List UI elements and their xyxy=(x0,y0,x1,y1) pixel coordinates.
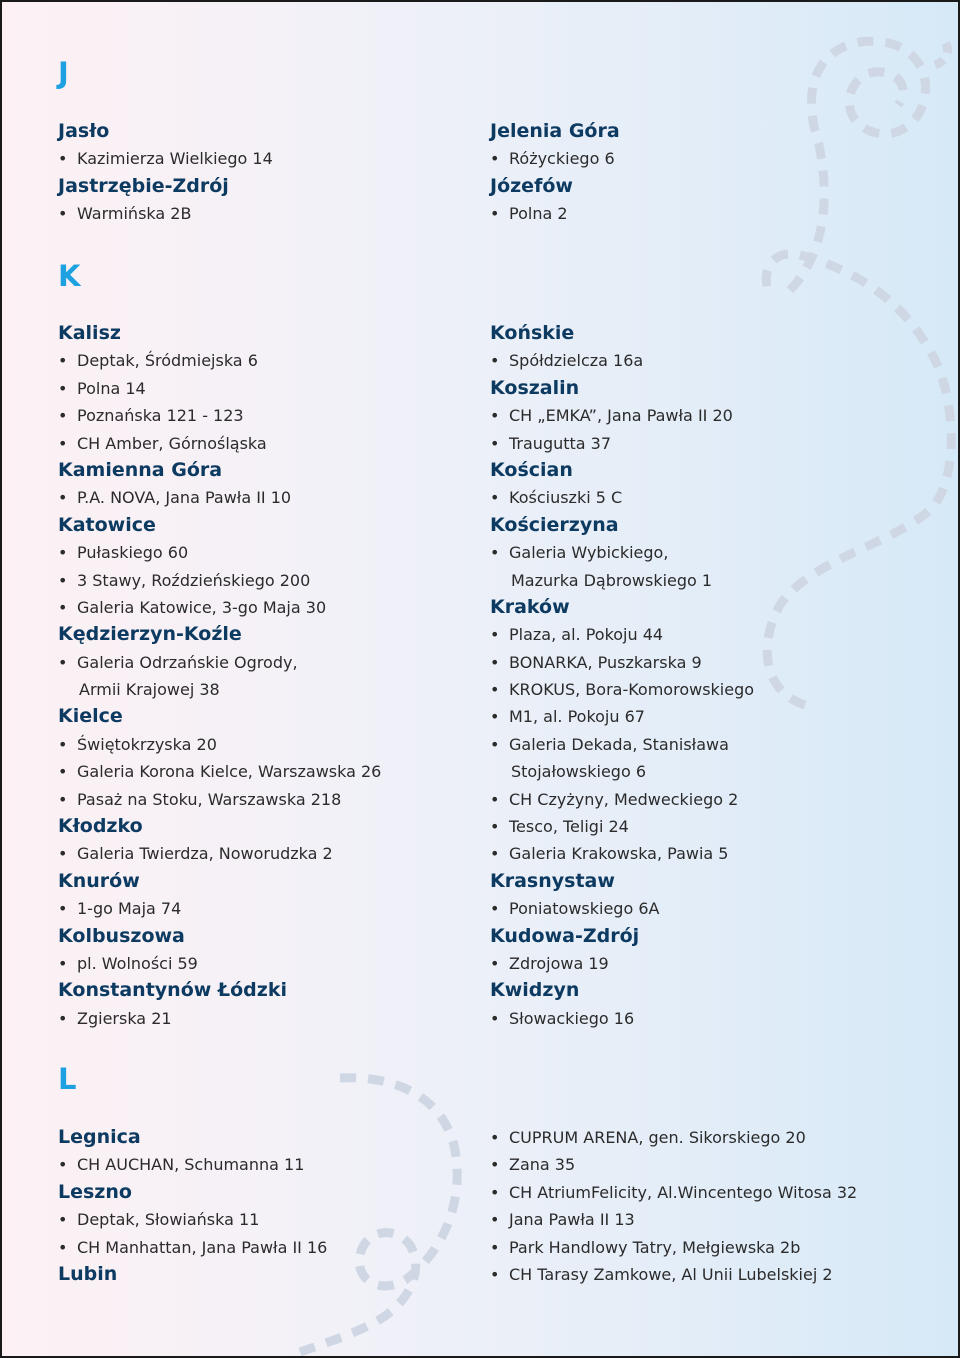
address-item xyxy=(490,786,910,813)
address-item xyxy=(490,950,910,977)
address-item xyxy=(58,594,478,621)
address-text: CUPRUM ARENA, gen. Sikorskiego 20 xyxy=(509,1128,806,1147)
address-item xyxy=(490,402,910,429)
address-text: Plaza, al. Pokoju 44 xyxy=(509,625,664,645)
bullet-icon: • xyxy=(58,149,68,169)
address-item xyxy=(58,1234,478,1261)
address-item xyxy=(490,539,910,566)
address-text: Galeria Katowice, 3-go Maja 30 xyxy=(77,597,327,617)
bullet-icon: • xyxy=(58,789,68,809)
bullet-icon: • xyxy=(490,1155,500,1175)
section-k-right-column xyxy=(490,320,910,1032)
bullet-icon: • xyxy=(58,1210,68,1230)
address-item xyxy=(490,649,910,676)
address-text: Zgierska 21 xyxy=(77,1008,172,1028)
address-text: Galeria Krakowska, Pawia 5 xyxy=(509,844,729,864)
address-text: Traugutta 37 xyxy=(509,433,612,453)
address-text: Warmińska 2B xyxy=(77,204,192,224)
bullet-icon: • xyxy=(490,1008,500,1028)
address-text: Polna 2 xyxy=(509,204,568,224)
address-item xyxy=(58,539,478,566)
bullet-icon: • xyxy=(58,734,68,754)
address-item xyxy=(58,758,478,785)
bullet-icon: • xyxy=(58,351,68,371)
bullet-icon: • xyxy=(58,1155,68,1175)
address-text: Mazurka Dąbrowskiego 1 xyxy=(511,570,713,590)
address-text: 3 Stawy, Roździeńskiego 200 xyxy=(77,570,311,590)
address-item xyxy=(58,950,478,977)
section-l-left-column xyxy=(58,1124,478,1288)
bullet-icon: • xyxy=(490,844,500,864)
address-text: CH AtriumFelicity, Al.Wincentego Witosa 32 xyxy=(509,1182,858,1202)
address-item xyxy=(58,676,478,703)
bullet-icon: • xyxy=(58,488,68,508)
bullet-icon: • xyxy=(58,899,68,919)
address-item xyxy=(58,402,478,429)
address-text: Spółdzielcza 16a xyxy=(509,351,644,371)
bullet-icon: • xyxy=(490,351,500,371)
address-text: Galeria Korona Kielce, Warszawska 26 xyxy=(77,762,382,782)
bullet-icon: • xyxy=(490,204,500,224)
section-letter-j: J xyxy=(58,56,69,90)
address-text: Deptak, Śródmiejska 6 xyxy=(77,351,258,371)
address-item xyxy=(490,567,910,594)
address-item xyxy=(58,347,478,374)
address-item xyxy=(58,567,478,594)
bullet-icon: • xyxy=(490,1210,500,1230)
address-text: 1-go Maja 74 xyxy=(77,899,182,919)
address-item xyxy=(58,1206,478,1233)
bullet-icon: • xyxy=(490,488,500,508)
bullet-icon: • xyxy=(490,625,500,645)
bullet-icon: • xyxy=(490,543,500,563)
address-text: M1, al. Pokoju 67 xyxy=(509,707,645,727)
address-text: CH Amber, Górnośląska xyxy=(77,433,267,453)
address-item xyxy=(58,731,478,758)
bullet-icon: • xyxy=(58,204,68,224)
address-text: KROKUS, Bora-Komorowskiego xyxy=(509,680,755,700)
address-text: Galeria Wybickiego, xyxy=(509,543,669,563)
city-name: Kościerzyna xyxy=(490,513,619,536)
address-item xyxy=(490,484,910,511)
address-text: Polna 14 xyxy=(77,378,146,398)
bullet-icon: • xyxy=(58,844,68,864)
address-text: Galeria Odrzańskie Ogrody, xyxy=(77,652,298,672)
address-item xyxy=(58,484,478,511)
bullet-icon: • xyxy=(490,433,500,453)
address-text: Galeria Twierdza, Noworudzka 2 xyxy=(77,844,333,864)
city-name: Kwidzyn xyxy=(490,979,580,1002)
address-text: Słowackiego 16 xyxy=(509,1008,635,1028)
city-name: Kłodzko xyxy=(58,815,143,838)
address-item xyxy=(58,895,478,922)
address-item xyxy=(490,430,910,457)
address-text: Park Handlowy Tatry, Mełgiewska 2b xyxy=(509,1237,801,1257)
address-item xyxy=(58,200,478,227)
bullet-icon: • xyxy=(490,817,500,837)
address-item xyxy=(490,703,910,730)
bullet-icon: • xyxy=(490,953,500,973)
address-text: Zdrojowa 19 xyxy=(509,953,609,973)
address-text: CH „EMKA”, Jana Pawła II 20 xyxy=(509,406,733,426)
address-item xyxy=(58,1005,478,1032)
bullet-icon: • xyxy=(58,597,68,617)
bullet-icon: • xyxy=(490,707,500,727)
address-item xyxy=(490,813,910,840)
address-item xyxy=(490,1151,910,1178)
city-name: Końskie xyxy=(490,322,575,344)
bullet-icon: • xyxy=(58,652,68,672)
bullet-icon: • xyxy=(490,149,500,169)
section-l-right-column xyxy=(490,1124,910,1288)
address-item xyxy=(490,1261,910,1288)
address-text: Świętokrzyska 20 xyxy=(77,734,217,754)
city-name: Krasnystaw xyxy=(490,869,615,892)
address-item xyxy=(490,840,910,867)
address-text: Tesco, Teligi 24 xyxy=(509,817,629,837)
address-item xyxy=(58,430,478,457)
address-text: Armii Krajowej 38 xyxy=(79,680,220,700)
section-j-left-column xyxy=(58,118,478,228)
address-text: BONARKA, Puszkarska 9 xyxy=(509,652,702,672)
address-item xyxy=(490,200,910,227)
city-name: Kamienna Góra xyxy=(58,458,223,481)
bullet-icon: • xyxy=(58,543,68,563)
section-j-right-column xyxy=(490,118,910,228)
address-item xyxy=(490,347,910,374)
bullet-icon: • xyxy=(490,1264,500,1284)
city-name: Legnica xyxy=(58,1126,141,1148)
section-letter-l: L xyxy=(58,1062,77,1096)
bullet-icon: • xyxy=(490,406,500,426)
address-text: Zana 35 xyxy=(509,1155,576,1175)
address-item xyxy=(490,1179,910,1206)
bullet-icon: • xyxy=(490,652,500,672)
address-item xyxy=(490,1234,910,1261)
bullet-icon: • xyxy=(58,406,68,426)
bullet-icon: • xyxy=(58,378,68,398)
section-k-left-column xyxy=(58,320,478,1032)
bullet-icon: • xyxy=(490,1182,500,1202)
address-item xyxy=(58,840,478,867)
address-item xyxy=(490,1005,910,1032)
city-name: Kolbuszowa xyxy=(58,924,185,947)
address-text: Jana Pawła II 13 xyxy=(509,1210,635,1230)
address-text: P.A. NOVA, Jana Pawła II 10 xyxy=(77,488,292,508)
bullet-icon: • xyxy=(490,899,500,919)
city-name: Leszno xyxy=(58,1180,132,1203)
address-item xyxy=(490,758,910,785)
address-text: CH Manhattan, Jana Pawła II 16 xyxy=(77,1237,328,1257)
city-name: Kędzierzyn-Koźle xyxy=(58,623,242,646)
bullet-icon: • xyxy=(58,1008,68,1028)
address-item xyxy=(490,676,910,703)
address-item xyxy=(490,145,910,172)
bullet-icon: • xyxy=(490,734,500,754)
address-text: Poniatowskiego 6A xyxy=(509,899,660,919)
address-item xyxy=(58,375,478,402)
city-name: Koszalin xyxy=(490,376,580,399)
bullet-icon: • xyxy=(58,953,68,973)
address-text: Poznańska 121 - 123 xyxy=(77,406,244,426)
city-name: Jastrzębie-Zdrój xyxy=(58,174,229,197)
city-name: Józefów xyxy=(490,174,573,197)
bullet-icon: • xyxy=(58,570,68,590)
address-text: Kazimierza Wielkiego 14 xyxy=(77,149,273,169)
city-name: Kościan xyxy=(490,458,573,481)
bullet-icon: • xyxy=(58,433,68,453)
address-text: CH Czyżyny, Medweckiego 2 xyxy=(509,789,739,809)
city-name: Katowice xyxy=(58,513,156,536)
city-name: Jelenia Góra xyxy=(490,120,620,142)
address-text: pl. Wolności 59 xyxy=(77,953,198,973)
bullet-icon: • xyxy=(58,762,68,782)
section-letter-k: K xyxy=(58,259,81,293)
address-item xyxy=(58,649,478,676)
bullet-icon: • xyxy=(490,1237,500,1257)
address-text: CH Tarasy Zamkowe, Al Unii Lubelskiej 2 xyxy=(509,1264,833,1284)
city-name: Kudowa-Zdrój xyxy=(490,924,640,947)
address-item xyxy=(490,621,910,648)
bullet-icon: • xyxy=(490,1128,500,1147)
address-text: Stojałowskiego 6 xyxy=(511,762,646,782)
address-text: Kościuszki 5 C xyxy=(509,488,623,508)
address-text: CH AUCHAN, Schumanna 11 xyxy=(77,1155,305,1175)
city-name: Jasło xyxy=(58,120,110,142)
bullet-icon: • xyxy=(490,789,500,809)
address-text: Pasaż na Stoku, Warszawska 218 xyxy=(77,789,342,809)
city-name: Lubin xyxy=(58,1262,118,1285)
address-item xyxy=(58,1151,478,1178)
city-name: Knurów xyxy=(58,869,140,892)
bullet-icon: • xyxy=(490,680,500,700)
city-name: Konstantynów Łódzki xyxy=(58,979,287,1002)
address-text: Różyckiego 6 xyxy=(509,149,615,169)
address-item xyxy=(490,895,910,922)
city-name: Kalisz xyxy=(58,322,121,344)
address-item xyxy=(58,786,478,813)
bullet-icon: • xyxy=(58,1237,68,1257)
address-text: Pułaskiego 60 xyxy=(77,543,189,563)
address-item xyxy=(58,145,478,172)
city-name: Kielce xyxy=(58,705,123,728)
address-text: Galeria Dekada, Stanisława xyxy=(509,734,729,754)
city-name: Kraków xyxy=(490,595,570,618)
address-item xyxy=(490,1206,910,1233)
address-item xyxy=(490,731,910,758)
address-text: Deptak, Słowiańska 11 xyxy=(77,1210,260,1230)
address-item xyxy=(490,1124,910,1151)
